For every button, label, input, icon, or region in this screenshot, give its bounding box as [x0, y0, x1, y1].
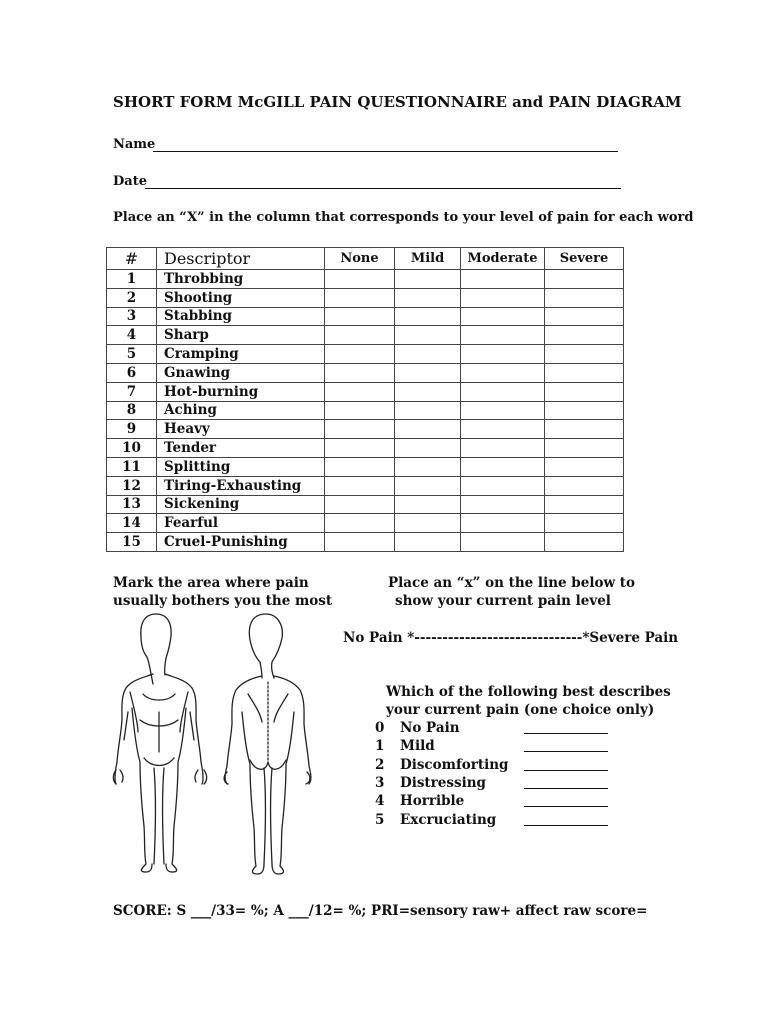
- pain-option-label: Excruciating: [400, 811, 497, 828]
- rating-cell-moderate[interactable]: [461, 307, 545, 326]
- descriptor-word: Cruel-Punishing: [157, 533, 325, 552]
- descriptor-word: Cramping: [157, 345, 325, 364]
- instructions-text: Place an “X” in the column that corresponds to your level of pain for each word: [113, 210, 694, 225]
- table-row: [107, 307, 624, 326]
- rating-cell-mild[interactable]: [395, 270, 461, 289]
- table-header-row: [107, 248, 624, 270]
- score-line: SCORE: S ___/33= %; A ___/12= %; PRI=sensory raw+ affect raw score=: [113, 903, 648, 919]
- pain-option-number: 4: [375, 793, 385, 810]
- diagram-instruction-line2: usually bothers you the most: [113, 593, 333, 609]
- row-number: 12: [107, 476, 157, 495]
- table-row: [107, 363, 624, 382]
- rating-cell-severe[interactable]: [545, 288, 624, 307]
- table-row: [107, 533, 624, 552]
- descriptor-word: Hot-burning: [157, 382, 325, 401]
- scale-instruction-line2: show your current pain level: [395, 593, 611, 609]
- rating-cell-severe[interactable]: [545, 457, 624, 476]
- row-number: 9: [107, 420, 157, 439]
- col-header-severe: Severe: [545, 248, 624, 270]
- rating-cell-moderate[interactable]: [461, 326, 545, 345]
- rating-cell-none[interactable]: [325, 382, 395, 401]
- pain-option-row: [375, 812, 615, 830]
- pain-option-row: [375, 738, 615, 756]
- pain-option-label: Mild: [400, 738, 435, 755]
- front-body-figure: [113, 614, 206, 872]
- rating-cell-none[interactable]: [325, 363, 395, 382]
- rating-cell-severe[interactable]: [545, 382, 624, 401]
- rating-cell-mild[interactable]: [395, 401, 461, 420]
- rating-cell-severe[interactable]: [545, 270, 624, 289]
- rating-cell-mild[interactable]: [395, 476, 461, 495]
- rating-cell-severe[interactable]: [545, 363, 624, 382]
- descriptor-word: Splitting: [157, 457, 325, 476]
- col-header-descriptor: Descriptor: [157, 248, 325, 270]
- rating-cell-mild[interactable]: [395, 382, 461, 401]
- pain-level-scale[interactable]: No Pain *------------------------------*Severe Pain: [343, 630, 679, 646]
- current-pain-question-line1: Which of the following best describes: [386, 684, 671, 700]
- rating-cell-moderate[interactable]: [461, 514, 545, 533]
- row-number: 7: [107, 382, 157, 401]
- pain-option-row: [375, 720, 615, 738]
- table-row: [107, 270, 624, 289]
- table-row: [107, 345, 624, 364]
- current-pain-question-line2: your current pain (one choice only): [386, 702, 655, 718]
- col-header-moderate: Moderate: [461, 248, 545, 270]
- table-row: [107, 401, 624, 420]
- table-row: [107, 476, 624, 495]
- row-number: 1: [107, 270, 157, 289]
- descriptor-word: Tender: [157, 439, 325, 458]
- table-row: [107, 288, 624, 307]
- row-number: 15: [107, 533, 157, 552]
- rating-cell-moderate[interactable]: [461, 439, 545, 458]
- rating-cell-severe[interactable]: [545, 420, 624, 439]
- rating-cell-none[interactable]: [325, 457, 395, 476]
- rating-cell-mild[interactable]: [395, 439, 461, 458]
- pain-option-blank[interactable]: [524, 825, 608, 826]
- rating-cell-severe[interactable]: [545, 345, 624, 364]
- descriptor-word: Throbbing: [157, 270, 325, 289]
- rating-cell-moderate[interactable]: [461, 495, 545, 514]
- rating-cell-severe[interactable]: [545, 476, 624, 495]
- rating-cell-none[interactable]: [325, 533, 395, 552]
- rating-cell-none[interactable]: [325, 476, 395, 495]
- rating-cell-moderate[interactable]: [461, 420, 545, 439]
- date-label: Date: [113, 174, 147, 189]
- pain-option-blank[interactable]: [524, 751, 608, 752]
- pain-option-row: [375, 757, 615, 775]
- rating-cell-none[interactable]: [325, 270, 395, 289]
- name-label: Name: [113, 137, 156, 152]
- pain-option-number: 0: [375, 720, 385, 736]
- row-number: 2: [107, 288, 157, 307]
- pain-option-blank[interactable]: [524, 788, 608, 789]
- rating-cell-none[interactable]: [325, 307, 395, 326]
- row-number: 14: [107, 514, 157, 533]
- pain-option-blank[interactable]: [524, 806, 608, 807]
- rating-cell-moderate[interactable]: [461, 476, 545, 495]
- descriptor-word: Gnawing: [157, 363, 325, 382]
- table-row: [107, 439, 624, 458]
- descriptor-word: Tiring-Exhausting: [157, 476, 325, 495]
- row-number: 4: [107, 326, 157, 345]
- rating-cell-severe[interactable]: [545, 439, 624, 458]
- table-row: [107, 420, 624, 439]
- rating-cell-none[interactable]: [325, 401, 395, 420]
- col-header-number: #: [107, 248, 157, 270]
- page-title: SHORT FORM McGILL PAIN QUESTIONNAIRE and PAIN DIAGRAM: [113, 93, 682, 111]
- rating-cell-moderate[interactable]: [461, 457, 545, 476]
- rating-cell-moderate[interactable]: [461, 363, 545, 382]
- row-number: 11: [107, 457, 157, 476]
- table-row: [107, 326, 624, 345]
- pain-option-label: Discomforting: [400, 756, 509, 773]
- rating-cell-severe[interactable]: [545, 401, 624, 420]
- pain-descriptor-table: [106, 247, 624, 552]
- rating-cell-none[interactable]: [325, 345, 395, 364]
- body-pain-diagram[interactable]: [110, 612, 320, 877]
- pain-option-label: Horrible: [400, 793, 465, 810]
- pain-option-row: [375, 793, 615, 811]
- table-row: [107, 457, 624, 476]
- rating-cell-severe[interactable]: [545, 495, 624, 514]
- table-row: [107, 382, 624, 401]
- row-number: 3: [107, 307, 157, 326]
- pain-option-number: 5: [375, 811, 385, 828]
- rating-cell-mild[interactable]: [395, 420, 461, 439]
- row-number: 6: [107, 363, 157, 382]
- pain-option-row: [375, 775, 615, 793]
- rating-cell-mild[interactable]: [395, 326, 461, 345]
- diagram-instruction-line1: Mark the area where pain: [113, 575, 309, 591]
- rating-cell-mild[interactable]: [395, 533, 461, 552]
- row-number: 5: [107, 345, 157, 364]
- pain-option-number: 1: [375, 738, 385, 755]
- pain-option-blank[interactable]: [524, 770, 608, 771]
- rating-cell-none[interactable]: [325, 326, 395, 345]
- rating-cell-none[interactable]: [325, 439, 395, 458]
- rating-cell-severe[interactable]: [545, 307, 624, 326]
- descriptor-word: Sickening: [157, 495, 325, 514]
- table-row: [107, 514, 624, 533]
- col-header-none: None: [325, 248, 395, 270]
- rating-cell-none[interactable]: [325, 495, 395, 514]
- rating-cell-mild[interactable]: [395, 457, 461, 476]
- rating-cell-none[interactable]: [325, 288, 395, 307]
- rating-cell-none[interactable]: [325, 420, 395, 439]
- descriptor-word: Sharp: [157, 326, 325, 345]
- rating-cell-moderate[interactable]: [461, 345, 545, 364]
- rating-cell-mild[interactable]: [395, 345, 461, 364]
- descriptor-word: Aching: [157, 401, 325, 420]
- rating-cell-moderate[interactable]: [461, 270, 545, 289]
- descriptor-word: Stabbing: [157, 307, 325, 326]
- pain-option-label: No Pain: [400, 720, 460, 736]
- col-header-mild: Mild: [395, 248, 461, 270]
- rating-cell-severe[interactable]: [545, 326, 624, 345]
- rating-cell-severe[interactable]: [545, 514, 624, 533]
- name-field[interactable]: [153, 151, 618, 152]
- pain-option-label: Distressing: [400, 774, 486, 791]
- rating-cell-severe[interactable]: [545, 533, 624, 552]
- descriptor-word: Fearful: [157, 514, 325, 533]
- rating-cell-moderate[interactable]: [461, 401, 545, 420]
- table-row: [107, 495, 624, 514]
- pain-option-blank[interactable]: [524, 733, 608, 734]
- row-number: 13: [107, 495, 157, 514]
- rating-cell-mild[interactable]: [395, 495, 461, 514]
- descriptor-word: Heavy: [157, 420, 325, 439]
- rating-cell-moderate[interactable]: [461, 288, 545, 307]
- row-number: 10: [107, 439, 157, 458]
- rating-cell-none[interactable]: [325, 514, 395, 533]
- pain-option-number: 2: [375, 756, 385, 773]
- descriptor-word: Shooting: [157, 288, 325, 307]
- pain-option-number: 3: [375, 774, 385, 791]
- date-field[interactable]: [145, 188, 621, 189]
- rating-cell-mild[interactable]: [395, 363, 461, 382]
- back-body-figure: [224, 614, 311, 874]
- rating-cell-moderate[interactable]: [461, 533, 545, 552]
- scale-instruction-line1: Place an “x” on the line below to: [388, 575, 636, 591]
- rating-cell-mild[interactable]: [395, 514, 461, 533]
- rating-cell-mild[interactable]: [395, 307, 461, 326]
- row-number: 8: [107, 401, 157, 420]
- rating-cell-mild[interactable]: [395, 288, 461, 307]
- rating-cell-moderate[interactable]: [461, 382, 545, 401]
